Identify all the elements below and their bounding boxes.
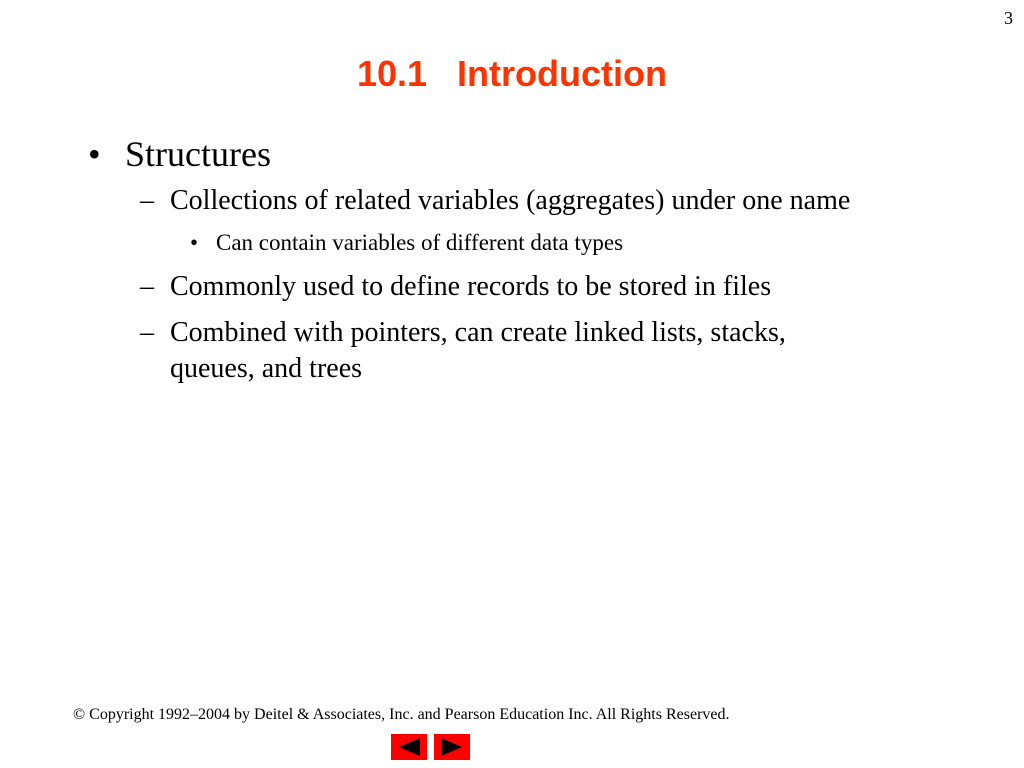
slide-title: 10.1 Introduction	[356, 53, 668, 94]
dash-marker: –	[140, 185, 154, 216]
page-number: 3	[1004, 8, 1013, 28]
copyright-notice: © Copyright 1992–2004 by Deitel & Associates, Inc. and Pearson Education Inc. All Rights Reserved.	[73, 706, 730, 723]
dash-marker: –	[140, 317, 154, 348]
sub-item-records: Commonly used to define records to be stored in files	[170, 271, 772, 302]
dash-marker: –	[140, 271, 154, 302]
sub-item-pointers-line2: queues, and trees	[170, 353, 363, 384]
sub-sub-item-data-types: Can contain variables of different data types	[216, 230, 624, 255]
previous-slide-button[interactable]	[391, 734, 427, 760]
sub-item-collections: Collections of related variables (aggregates) under one name	[170, 185, 851, 216]
sub-item-pointers-line1: Combined with pointers, can create linked lists, stacks,	[170, 317, 786, 348]
sub-bullet-marker: •	[190, 230, 199, 255]
next-slide-button[interactable]	[434, 734, 470, 760]
bullet-structures: Structures	[125, 134, 271, 174]
left-triangle-icon	[396, 737, 422, 757]
right-triangle-icon	[439, 737, 465, 757]
bullet-marker: •	[88, 134, 101, 174]
slide-navigation	[391, 734, 470, 760]
